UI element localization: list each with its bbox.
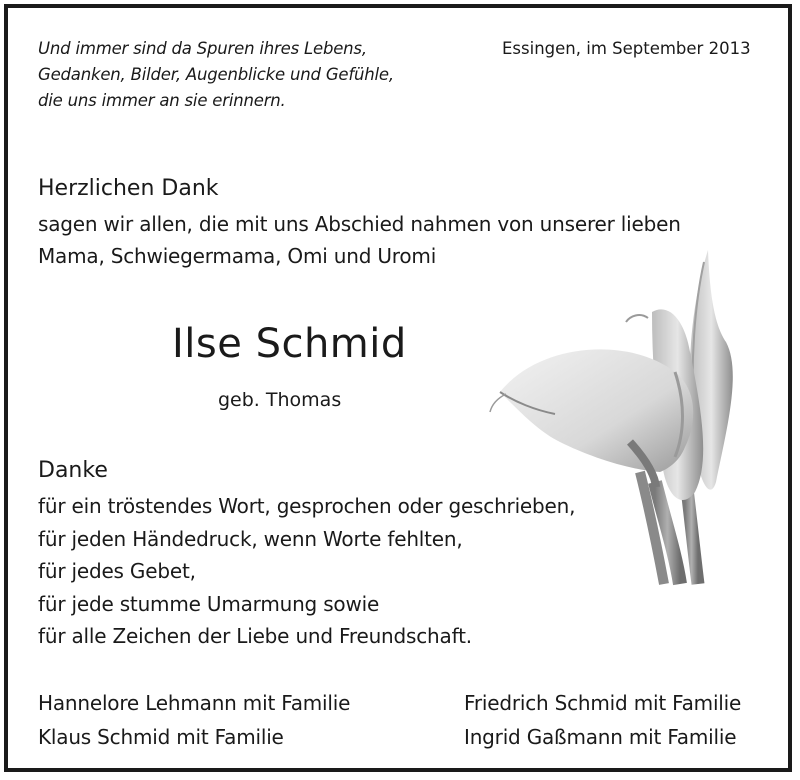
memorial-quote [38,36,394,114]
place-date: Essingen, im September 2013 [502,39,751,58]
family-signatures-left [38,686,350,754]
quote-line: Und immer sind da Spuren ihres Lebens, [38,39,367,58]
family-signatures-right [464,686,741,754]
thanks-line: für jede stumme Umarmung sowie [38,591,380,616]
heading-danke: Danke [38,458,108,483]
deceased-name: Ilse Schmid [172,321,407,367]
thanks-line: für jedes Gebet, [38,559,196,583]
thanks-line: für alle Zeichen der Liebe und Freundschaft. [38,624,472,648]
intro-text [38,208,681,272]
quote-line: Gedanken, Bilder, Augenblicke und Gefühle, [38,65,394,84]
thanks-list [38,490,575,653]
family-name: Friedrich Schmid mit Familie [464,691,742,715]
family-name: Klaus Schmid mit Familie [38,725,284,749]
intro-line: Mama, Schwiegermama, Omi und Uromi [38,244,437,268]
family-name: Hannelore Lehmann mit Familie [38,691,351,715]
thanks-line: für jeden Händedruck, wenn Worte fehlten, [38,526,463,551]
family-name: Ingrid Gaßmann mit Familie [464,725,737,749]
birth-name: geb. Thomas [218,389,342,411]
thanks-line: für ein tröstendes Wort, gesprochen oder geschrieben, [38,494,576,518]
heading-herzlichen-dank: Herzlichen Dank [38,176,219,201]
intro-line: sagen wir allen, die mit uns Abschied nahmen von unserer lieben [38,212,681,236]
quote-line: die uns immer an sie erinnern. [38,91,286,110]
